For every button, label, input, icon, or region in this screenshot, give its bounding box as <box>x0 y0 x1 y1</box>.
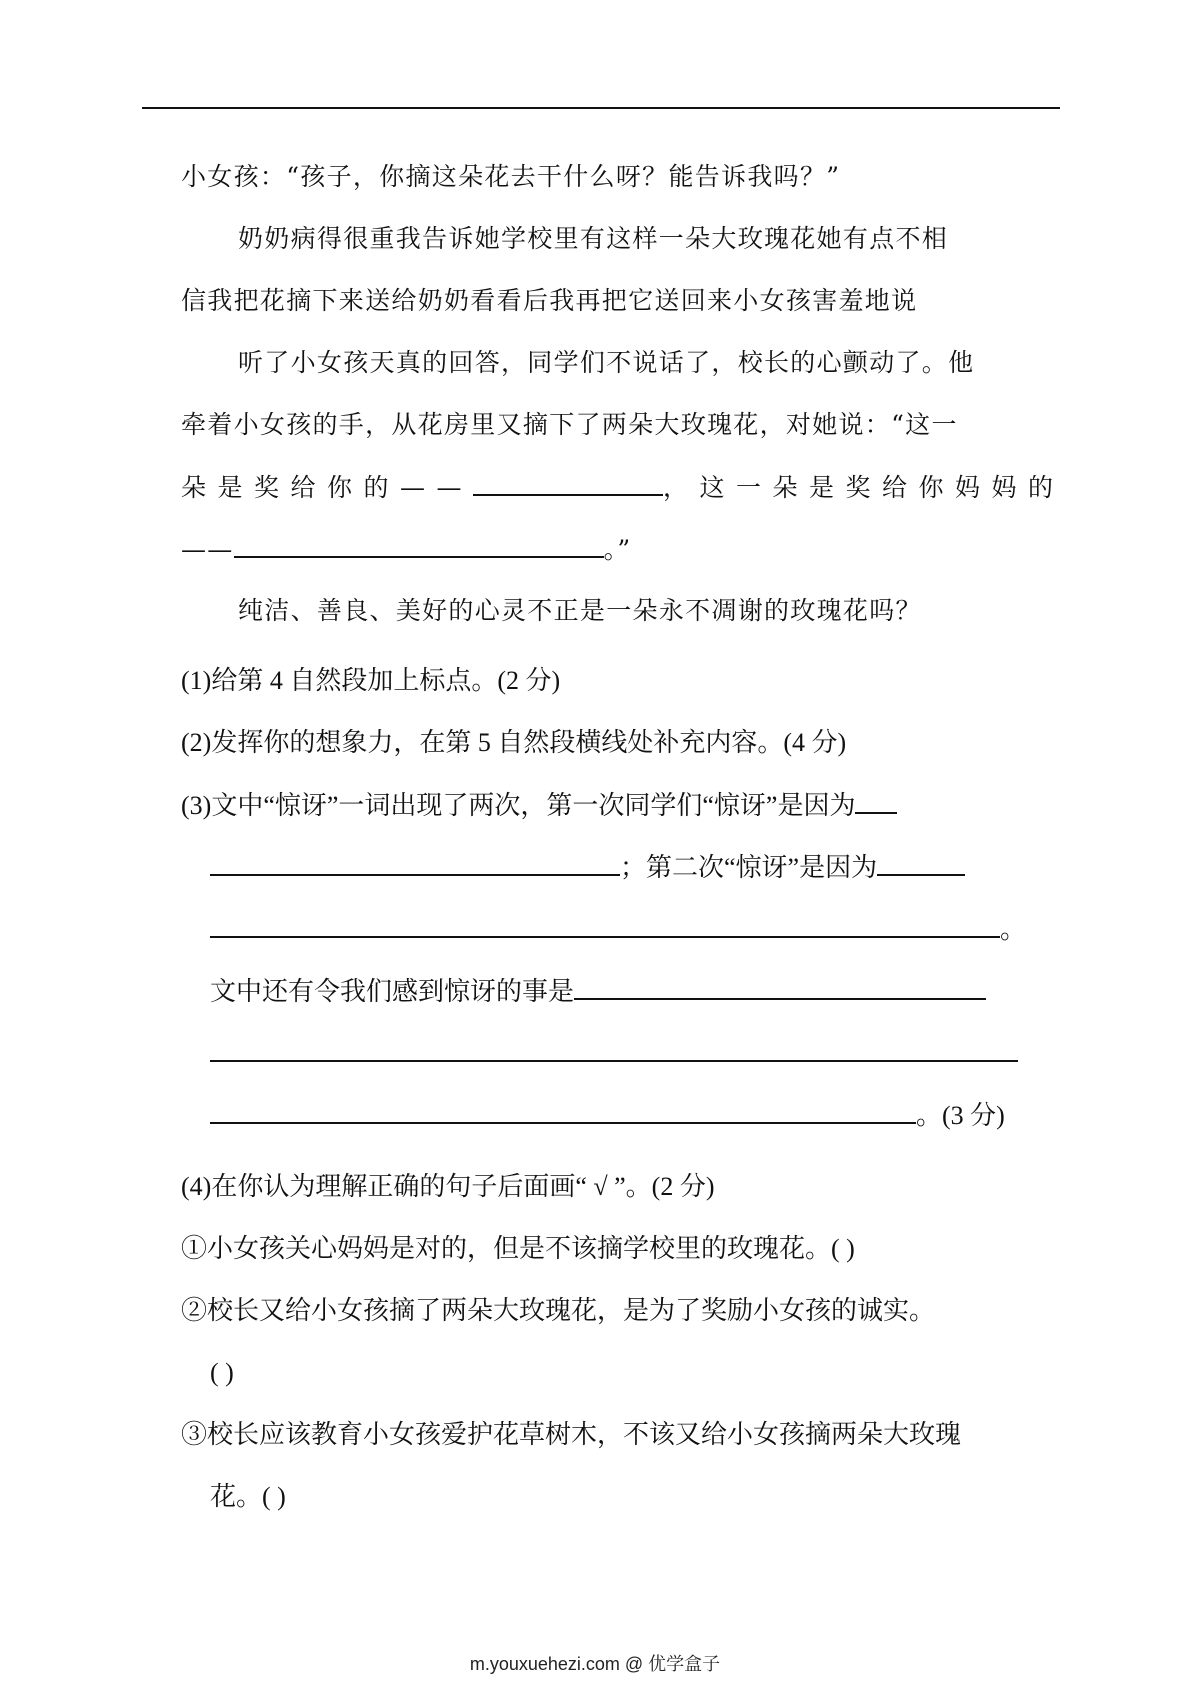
question-4-option-3-line2[interactable]: 花。( ) <box>210 1482 286 1511</box>
fill-blank[interactable] <box>234 532 604 558</box>
passage-line: 纯洁、善良、美好的心灵不正是一朵永不凋谢的玫瑰花吗？ <box>238 596 922 625</box>
question-4-option-1[interactable]: ①小女孩关心妈妈是对的，但是不该摘学校里的玫瑰花。( ) <box>181 1234 855 1263</box>
question-4-option-3[interactable]: ③校长应该教育小女孩爱护花草树木，不该又给小女孩摘两朵大玫瑰 <box>181 1420 962 1449</box>
question-4-option-2[interactable]: ②校长又给小女孩摘了两朵大玫瑰花，是为了奖励小女孩的诚实。 <box>181 1296 936 1325</box>
question-3-line <box>210 850 965 885</box>
question-text: ；第二次“惊讶”是因为 <box>620 853 878 882</box>
answer-blank[interactable] <box>210 912 1000 938</box>
question-text: 。 <box>1000 915 1027 944</box>
passage-line: 听了小女孩天真的回答，同学们不说话了，校长的心颤动了。他 <box>238 348 975 377</box>
passage-line: 奶奶病得很重我告诉她学校里有这样一朵大玫瑰花她有点不相 <box>238 224 949 253</box>
answer-blank[interactable] <box>574 974 986 1000</box>
passage-line-with-blank <box>181 532 632 567</box>
passage-text: ，这一朵是奖给你妈妈的 <box>663 473 1065 502</box>
question-3 <box>181 788 897 823</box>
question-text: (3)文中“惊讶”一词出现了两次，第一次同学们“惊讶”是因为 <box>181 791 856 820</box>
question-4: (4)在你认为理解正确的句子后面画“ √ ”。(2 分) <box>181 1172 715 1201</box>
question-text: 。(3 分) <box>916 1101 1005 1130</box>
answer-blank[interactable] <box>855 788 897 814</box>
header-rule <box>142 107 1060 109</box>
answer-blank[interactable] <box>210 1098 916 1124</box>
question-text: 文中还有令我们感到惊讶的事是 <box>210 977 575 1006</box>
question-3-line <box>210 1036 1018 1071</box>
answer-blank[interactable] <box>210 850 620 876</box>
passage-text: 。” <box>603 535 632 564</box>
passage-text: —— <box>181 535 234 564</box>
question-1: (1)给第 4 自然段加上标点。(2 分) <box>181 666 561 695</box>
answer-blank[interactable] <box>877 850 965 876</box>
passage-line: 信我把花摘下来送给奶奶看看后我再把它送回来小女孩害羞地说 <box>181 286 918 315</box>
passage-line: 牵着小女孩的手，从花房里又摘下了两朵大玫瑰花，对她说：“这一 <box>181 410 958 439</box>
answer-blank[interactable] <box>210 1036 1018 1062</box>
fill-blank[interactable] <box>473 470 663 496</box>
question-2: (2)发挥你的想象力，在第 5 自然段横线处补充内容。(4 分) <box>181 728 847 757</box>
passage-line: 小女孩：“孩子，你摘这朵花去干什么呀？能告诉我吗？” <box>181 162 841 191</box>
question-3-line <box>210 974 986 1009</box>
question-3-line <box>210 1098 1005 1133</box>
question-4-option-2-paren[interactable]: ( ) <box>210 1358 234 1387</box>
passage-line-with-blank <box>181 470 1065 505</box>
passage-text: 朵是奖给你的—— <box>181 473 474 502</box>
question-3-line <box>210 912 1026 947</box>
footer-watermark: m.youxuehezi.com @ 优学盒子 <box>469 1654 721 1674</box>
